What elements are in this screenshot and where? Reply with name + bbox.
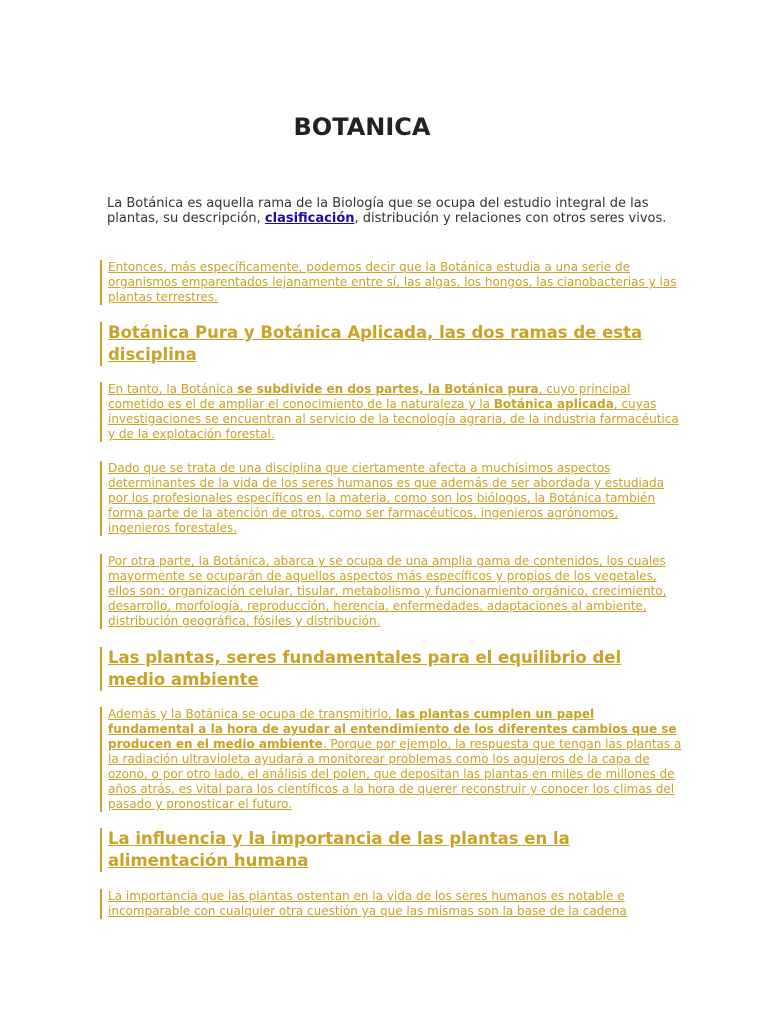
paragraph-contenidos[interactable]: Por otra parte, la Botánica, abarca y se ocupa de una amplia gama de contenidos, los cuales mayormente se ocuparán de aquellos aspectos más específicos y propios de los vegetales, ellos son: organización celular, tisular, metabolismo y funcionamiento orgánico, crecimiento, desarrollo, morfología, reproducción, herencia, enfermedades, adaptaciones al ambiente, distribución geográfica, fósiles y distribución. (100, 554, 683, 629)
p5-text-a: Además y la Botánica se ocupa de transmitirlo, (108, 707, 396, 721)
paragraph-papel-fundamental[interactable] (100, 707, 683, 812)
intro-paragraph (107, 196, 667, 226)
paragraph-disciplina[interactable]: Dado que se trata de una disciplina que ciertamente afecta a muchísimos aspectos determinantes de la vida de los seres humanos es que además de ser abordada y estudiada por los profesionales específicos en la materia, como son los biólogos, la Botánica también forma parte de la atención de otros, como ser farmacéuticos, ingenieros agrónomos, ingenieros forestales. (100, 461, 683, 536)
intro-text-before: La Botánica es aquella rama de la Biología que se ocupa del estudio integral de las plantas, su descripción, (107, 196, 649, 226)
p2-text-c: , cuyo principal cometido es el de ampliar el conocimiento de la naturaleza y la (108, 382, 631, 411)
paragraph-organismos[interactable]: Entonces, más específicamente, podemos decir que la Botánica estudia a una serie de organismos emparentados lejanamente entre sí, las algas, los hongos, las cianobacterias y las plantas terrestres. (100, 260, 683, 305)
intro-text-after: , distribución y relaciones con otros seres vivos. (354, 211, 667, 226)
clasificacion-link[interactable]: clasificación (264, 211, 355, 226)
p5-bold-b: las plantas cumplen un papel fundamental a la hora de ayudar al entendimiento de los diferentes cambios que se producen en el medio ambiente (108, 707, 677, 751)
p2-bold-b: se subdivide en dos partes, la Botánica pura (237, 382, 539, 396)
paragraph-importancia[interactable]: La importancia que las plantas ostentan en la vida de los seres humanos es notable e incomparable con cualquier otra cuestión ya que las mismas son la base de la cadena (100, 889, 683, 919)
p5-text-c: . Porque por ejemplo, la respuesta que tengan las plantas a la radiación ultravioleta ayudará a monitorear problemas como los agujeros de la capa de ozono, o por otro lado, el análisis del polen, que depositan las plantas en miles de millones de años atrás, es vital para los científicos a la hora de querer reconstruir y conocer los climas del pasado y pronosticar el futuro. (108, 737, 682, 811)
p2-bold-d: Botánica aplicada (493, 397, 614, 411)
heading-plantas-equilibrio[interactable]: Las plantas, seres fundamentales para el equilibrio del medio ambiente (100, 647, 683, 691)
p2-text-a: En tanto, la Botánica (108, 382, 238, 396)
p2-text-e: , cuyas investigaciones se encuentran al servicio de la tecnología agraria, de la industria farmacéutica y de la explotación forestal. (108, 397, 679, 441)
heading-botanica-pura-aplicada[interactable]: Botánica Pura y Botánica Aplicada, las dos ramas de esta disciplina (100, 322, 683, 366)
paragraph-subdivide[interactable] (100, 382, 683, 442)
heading-influencia-alimentacion[interactable]: La influencia y la importancia de las plantas en la alimentación humana (100, 828, 683, 872)
page-title: BOTANICA (293, 113, 431, 141)
